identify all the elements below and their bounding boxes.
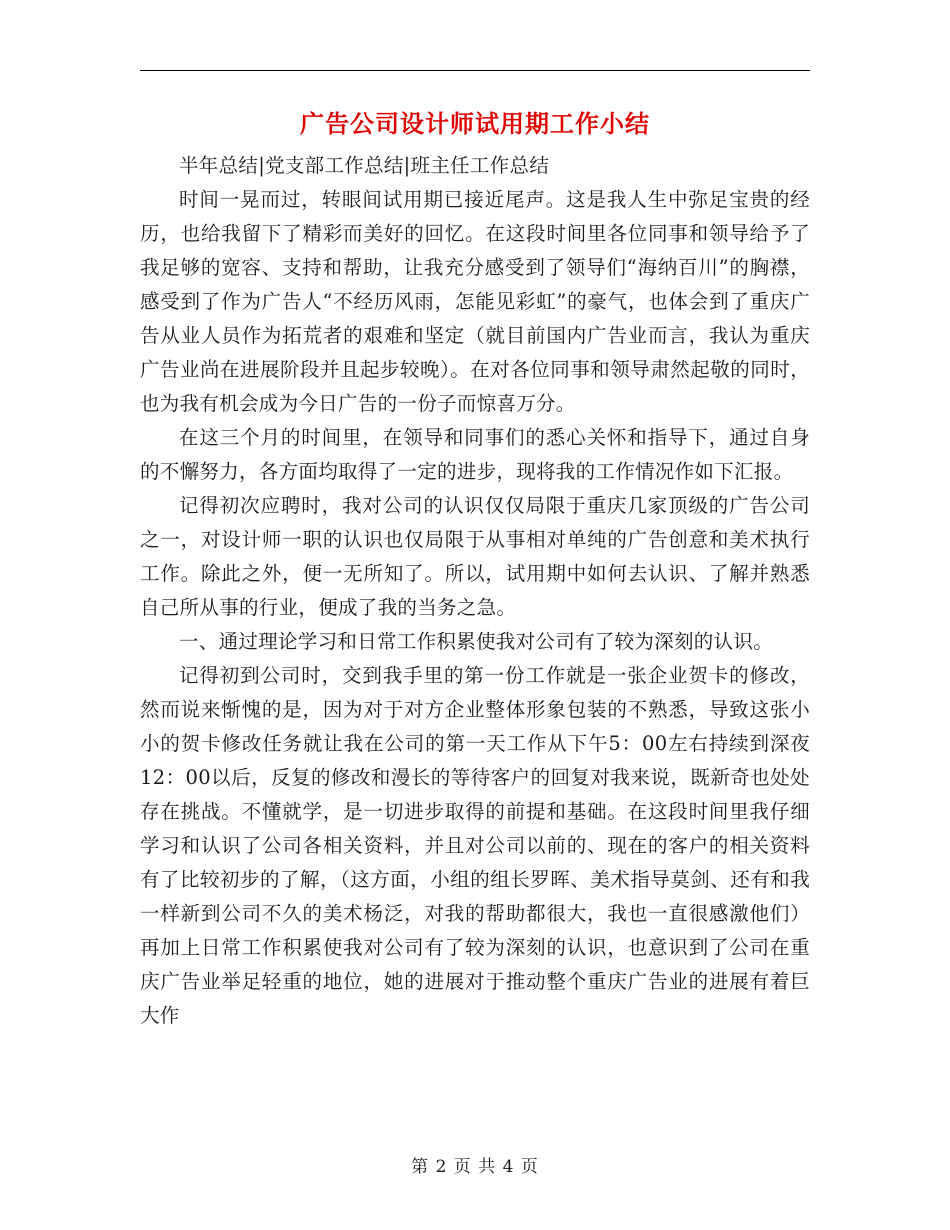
- tags-line: 半年总结|党支部工作总结|班主任工作总结: [179, 154, 550, 177]
- header-rule: [140, 70, 810, 71]
- section-heading-1: 一、通过理论学习和日常工作积累使我对公司有了较为深刻的认识。: [179, 630, 774, 653]
- document-title: 广告公司设计师试用期工作小结: [300, 109, 650, 138]
- document-body: [140, 149, 810, 1033]
- paragraph-2: 在这三个月的时间里，在领导和同事们的悉心关怀和指导下，通过自身的不懈努力，各方面均取得了一定的进步，现将我的工作情况作如下汇报。: [140, 426, 810, 483]
- paragraph-1: 时间一晃而过，转眼间试用期已接近尾声。这是我人生中弥足宝贵的经历，也给我留下了精彩而美好的回忆。在这段时间里各位同事和领导给予了我足够的宽容、支持和帮助，让我充分感受到了领导们“海纳百川”的胸襟，感受到了作为广告人“不经历风雨，怎能见彩虹”的豪气，也体会到了重庆广告从业人员作为拓荒者的艰难和坚定（就目前国内广告业而言，我认为重庆广告业尚在进展阶段并且起步较晚）。在对各位同事和领导肃然起敬的同时，也为我有机会成为今日广告的一份子而惊喜万分。: [140, 188, 810, 415]
- paragraph-4: 记得初到公司时，交到我手里的第一份工作就是一张企业贺卡的修改，然而说来惭愧的是，因为对于对方企业整体形象包装的不熟悉，导致这张小小的贺卡修改任务就让我在公司的第一天工作从下午5：00左右持续到深夜12：00以后，反复的修改和漫长的等待客户的回复对我来说，既新奇也处处存在挑战。不懂就学，是一切进步取得的前提和基础。在这段时间里我仔细学习和认识了公司各相关资料，并且对公司以前的、现在的客户的相关资料有了比较初步的了解，（这方面，小组的组长罗晖、美术指导莫剑、还有和我一样新到公司不久的美术杨泛，对我的帮助都很大，我也一直很感激他们）再加上日常工作积累使我对公司有了较为深刻的认识，也意识到了公司在重庆广告业举足轻重的地位，她的进展对于推动整个重庆广告业的进展有着巨大作: [140, 664, 810, 1027]
- page-footer: 第 2 页 共 4 页: [411, 1157, 539, 1177]
- paragraph-3: 记得初次应聘时，我对公司的认识仅仅局限于重庆几家顶级的广告公司之一，对设计师一职的认识也仅局限于从事相对单纯的广告创意和美术执行工作。除此之外，便一无所知了。所以，试用期中如何去认识、了解并熟悉自己所从事的行业，便成了我的当务之急。: [140, 494, 810, 619]
